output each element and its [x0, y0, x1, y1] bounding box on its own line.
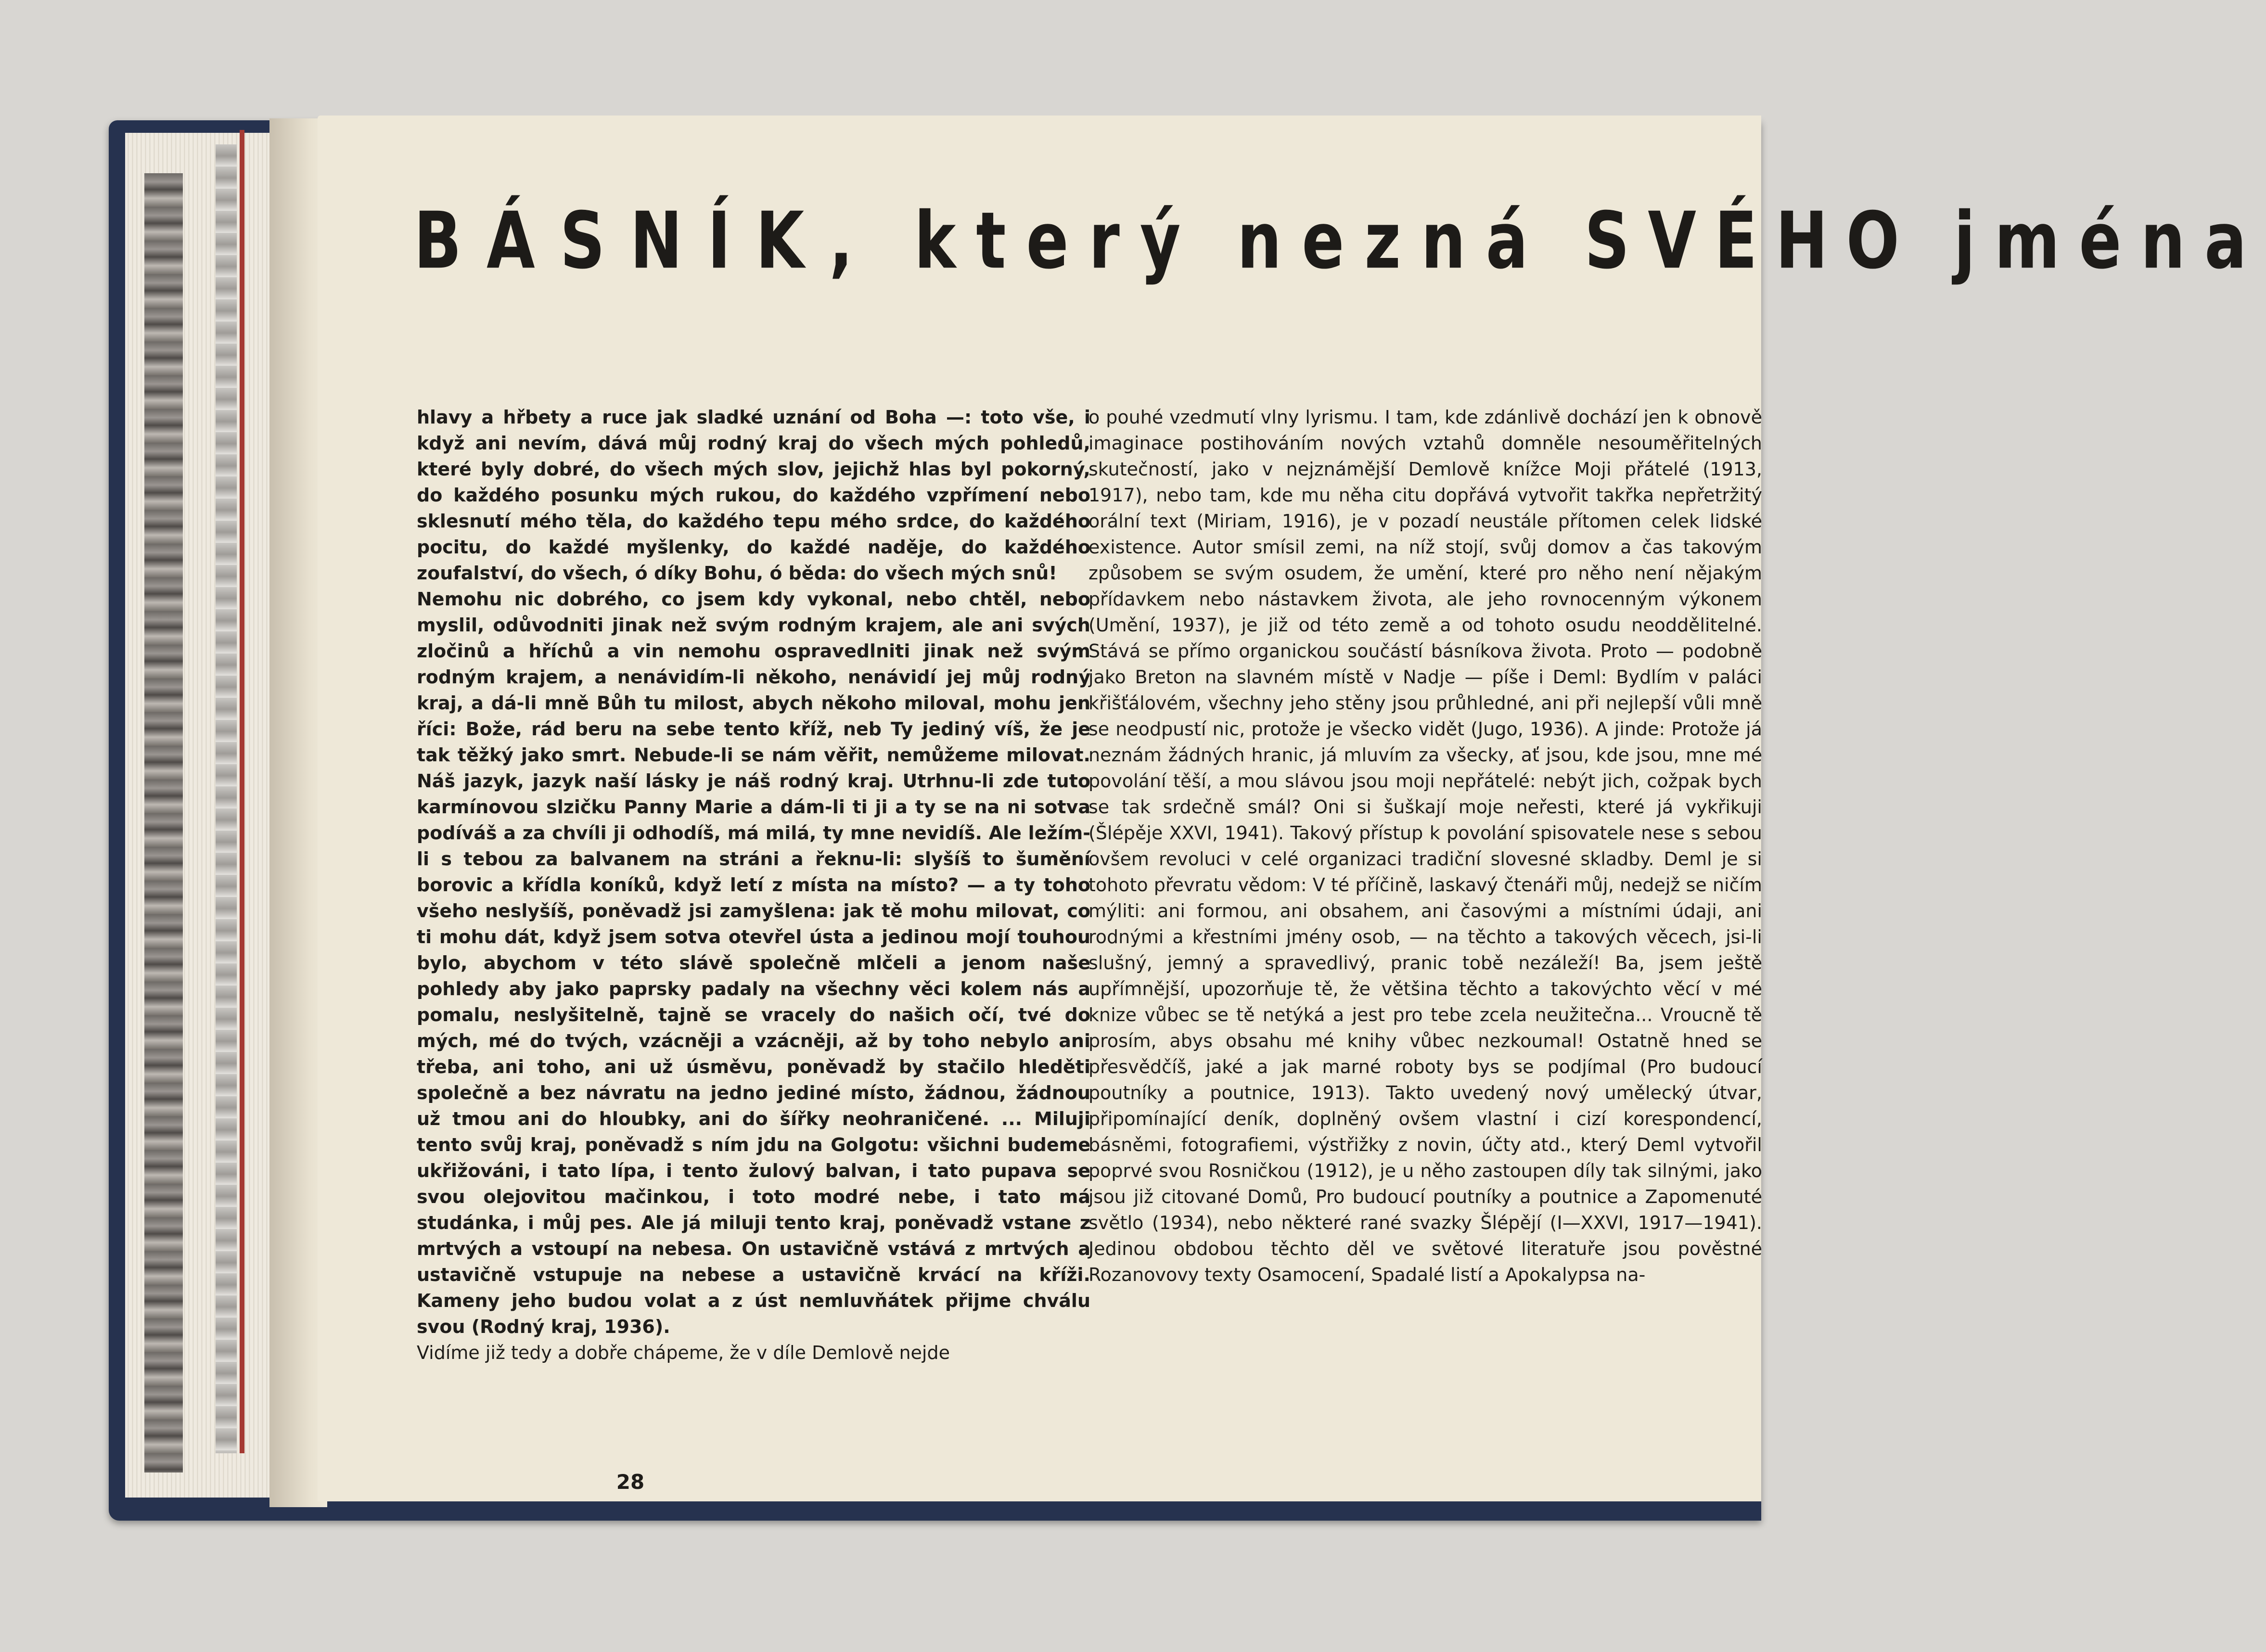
article-heading [414, 180, 2266, 301]
text-column-left [417, 404, 1090, 1366]
text-column-right [1088, 404, 1762, 1288]
paragraph: o pouhé vzedmutí vlny lyrismu. I tam, kde zdánlivě dochází jen k obnově imaginace postihováním nových vztahů domněle nesouměřitelných skutečností, jako v nejznámější Demlově knížce Moji přátelé (1913, 1917), nebo tam, kde mu něha citu dopřává vytvořit takřka nepřetržitý orální text (Miriam, 1916), je v pozadí neustále přítomen celek lidské existence. Autor smísil zemi, na níž stojí, svůj domov a čas takovým způsobem se svým osudem, že umění, které pro něho není nějakým přídavkem nebo nástavkem života, ale jeho rovnocenným výkonem (Umění, 1937), je již od této země a od tohoto osudu neoddělitelné. Stává se přímo organickou součástí básníkova života. Proto — podobně jako Breton na slavném místě v Nadje — píše i Deml: Bydlím v paláci křišťálovém, všechny jeho stěny jsou průhledné, ani při nejlepší vůli mně se neodpustí nic, protože je všecko vidět (Jugo, 1936). A jinde: Protože já neznám žádných hranic, já mluvím za všecky, ať jsou, kde jsou, mne mé povolání těší, a mou slávou jsou moji nepřátelé: nebýt jich, cožpak bych se tak srdečně smál? Oni si šuškají moje neřesti, které já vykřikuji (Šlépěje XXVI, 1941). Takový přístup k povolání spisovatele nese s sebou ovšem revoluci v celé organizaci tradiční slovesné skladby. Deml je si tohoto převratu vědom: V té příčině, laskavý čtenáři můj, nedejž se ničím mýliti: ani formou, ani obsahem, ani časovými a místními údaji, ani rodnými a křestními jmény osob, — na těchto a takových věcech, jsi-li slušný, jemný a spravedlivý, pranic tobě nezáleží! Ba, jsem ještě upřímnější, upozorňuje tě, že většina těchto a takovýchto věcí v mé knize vůbec se tě netýká a jest pro tebe zcela neužitečna... Vroucně tě prosím, abys obsahu mé knihy vůbec nezkoumal! Ostatně hned se přesvědčíš, jaké a jak marné roboty bys se podjímal (Pro budoucí poutníky a poutnice, 1913). Takto uvedený nový umělecký útvar, připomínající deník, doplněný ovšem vlastní i cizí korespondencí, básněmi, fotografiemi, výstřižky z novin, účty atd., který Deml vytvořil poprvé svou Rosničkou (1912), je u něho zastoupen díly tak silnými, jako jsou již citované Domů, Pro budoucí poutníky a poutnice a Zapomenuté světlo (1934), nebo některé rané svazky Šlépějí (I—XXVI, 1917—1941). Jedinou obdobou těchto děl ve světové literatuře jsou pověstné Rozanovovy texty Osamocení, Spadalé listí a Apokalypsa na- [1088, 407, 1762, 1285]
page-number: 28 [616, 1470, 645, 1494]
page-edge-red-strip [240, 130, 244, 1453]
heading-word-5: jména [1954, 195, 2266, 286]
page-edge-silver-strip [216, 144, 237, 1453]
heading-word-1: BÁSNÍK, [414, 195, 878, 286]
paragraph: Vidíme již tedy a dobře chápeme, že v díle Demlově nejde [417, 1342, 950, 1363]
paragraph: Nemohu nic dobrého, co jsem kdy vykonal, nebo chtěl, nebo myslil, odůvodniti jinak než svým rodným krajem, ale ani svých zločinů a hříchů a vin nemohu ospravedlniti jinak než svým rodným krajem, a nenávidím-li někoho, nenávidí jej můj rodný kraj, a dá-li mně Bůh tu milost, abych někoho miloval, mohu jen říci: Bože, rád beru na sebe tento kříž, neb Ty jediný víš, že je tak těžký jako smrt. Nebude-li se nám věřit, nemůžeme milovat. Náš jazyk, jazyk naší lásky je náš rodný kraj. Utrhnu-li zde tuto karmínovou slzičku Panny Marie a dám-li ti ji a ty se na ni sotva podíváš a za chvíli ji odhodíš, má milá, ty mne nevidíš. Ale ležím-li s tebou za balvanem na stráni a řeknu-li: slyšíš to šumění borovic a křídla koníků, když letí z místa na místo? — a ty toho všeho neslyšíš, poněvadž jsi zamyšlena: jak tě mohu milovat, co ti mohu dát, když jsem sotva otevřel ústa a jedinou mojí touhou bylo, abychom v této slávě společně mlčeli a jenom naše pohledy aby jako paprsky padaly na všechny věci kolem nás a pomalu, neslyšitelně, tajně se vracely do našich očí, tvé do mých, mé do tvých, vzácněji a vzácněji, až by toho nebylo ani třeba, ani toho, ani už úsměvu, poněvadž by stačilo hleděti společně a bez návratu na jedno jediné místo, žádnou, žádnou už tmou ani do hloubky, ani do šířky neohraničené. ... Miluji tento svůj kraj, poněvadž s ním jdu na Golgotu: všichni budeme ukřižováni, i tato lípa, i tento žulový balvan, i tato pupava se svou olejovitou mačinkou, i toto modré nebe, i tato má studánka, i můj pes. Ale já miluji tento kraj, poněvadž vstane z mrtvých a vstoupí na nebesa. On ustavičně vstává z mrtvých a ustavičně vstupuje na nebese a ustavičně krvácí na kříži. Kameny jeho budou volat a z úst nemluvňátek přijme chválu svou (Rodný kraj, 1936). [417, 589, 1090, 1337]
heading-word-4: SVÉHO [1584, 195, 1918, 286]
heading-word-2: který [914, 195, 1201, 286]
paragraph: hlavy a hřbety a ruce jak sladké uznání od Boha —: toto vše, i když ani nevím, dává můj rodný kraj do všech mých pohledů, které byly dobré, do všech mých slov, jejichž hlas byl pokorný, do každého posunku mých rukou, do každého vzpřímení nebo sklesnutí mého těla, do každého tepu mého srdce, do každého pocitu, do každé myšlenky, do každé naděje, do každého zoufalství, do všech, ó díky Bohu, ó běda: do všech mých snů! [417, 407, 1090, 584]
page-edge-photo-strip [144, 173, 183, 1473]
heading-word-3: nezná [1237, 195, 1549, 286]
